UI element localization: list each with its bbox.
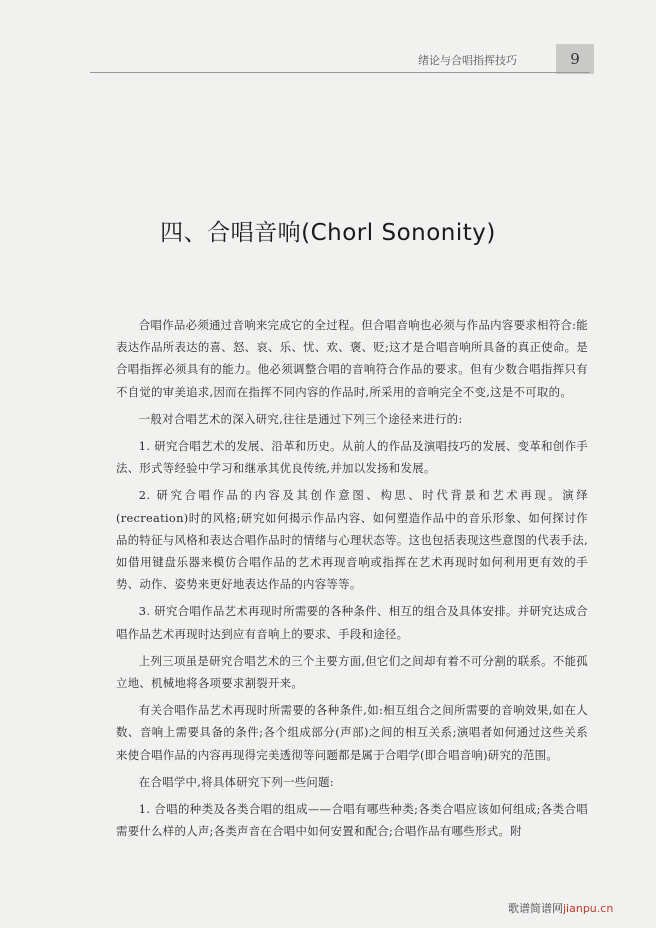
paragraph: 1. 合唱的种类及各类合唱的组成——合唱有哪些种类;各类合唱应该如何组成;各类合唱需要什么样的人声;各类声音在合唱中如何安置和配合;合唱作品有哪些形式。附 [116, 802, 588, 839]
paragraph: 3. 研究合唱作品艺术再现时所需要的各种条件、相互的组合及具体安排。并研究达成合唱作品艺术再现时达到应有音响上的要求、手段和途径。 [116, 604, 588, 641]
paragraph: 在合唱学中,将具体研究下列一些问题: [138, 774, 334, 789]
page-number: 9 [556, 44, 594, 74]
paragraph: 上列三项虽是研究合唱艺术的三个主要方面,但它们之间却有着不可分割的联系。不能孤立地、机械地将各项要求割裂开来。 [116, 653, 588, 691]
section-title: 四、合唱音响(Chorl Sononity) [160, 220, 496, 246]
header-divider [90, 72, 590, 73]
watermark-site-name: 歌谱简谱网 [508, 902, 563, 915]
paragraph: 有关合唱作品艺术再现时所需要的各种条件,如:相互组合之间所需要的音响效果,如在人数、音响上需要具备的条件;各个组成部分(声部)之间的相互关系;演唱者如何通过这些关系来使合唱作品的内容再现得完美透彻等问题都是属于合唱学(即合唱音响)研究的范围。 [116, 703, 588, 762]
paragraph: 1. 研究合唱艺术的发展、沿革和历史。从前人的作品及演唱技巧的发展、变革和创作手法、形式等经验中学习和继承其优良传统,并加以发扬和发展。 [116, 439, 588, 476]
watermark-url: jianpu.cn [563, 902, 614, 915]
paragraph: 合唱作品必须通过音响来完成它的全过程。但合唱音响也必须与作品内容要求相符合:能表达作品所表达的喜、怒、哀、乐、忧、欢、褒、贬;这才是合唱音响所具备的真正使命。是合唱指挥必须具有的能力。他必须调整合唱的音响符合作品的要求。但有少数合唱指挥只有不自觉的审美追求,因而在指挥不同内容的作品时,所采用的音响完全不变,这是不可取的。 [116, 318, 588, 399]
watermark [508, 900, 613, 916]
paragraph: 2. 研究合唱作品的内容及其创作意图、构思、时代背景和艺术再现。演绎(recreation)时的风格;研究如何揭示作品内容、如何塑造作品中的音乐形象、如何探讨作品的特征与风格和表达合唱作品时的情绪与心理状态等。这也包括表现这些意图的代表手法,如借用键盘乐器来模仿合唱作品的艺术再现音响或指挥在艺术再现时如何利用更有效的手势、动作、姿势来更好地表达作品的内容等等。 [116, 488, 588, 592]
body-text [116, 314, 588, 847]
paragraph: 一般对合唱艺术的深入研究,往往是通过下列三个途径来进行的: [138, 411, 463, 426]
running-header-title: 绪论与合唱指挥技巧 [418, 54, 517, 67]
